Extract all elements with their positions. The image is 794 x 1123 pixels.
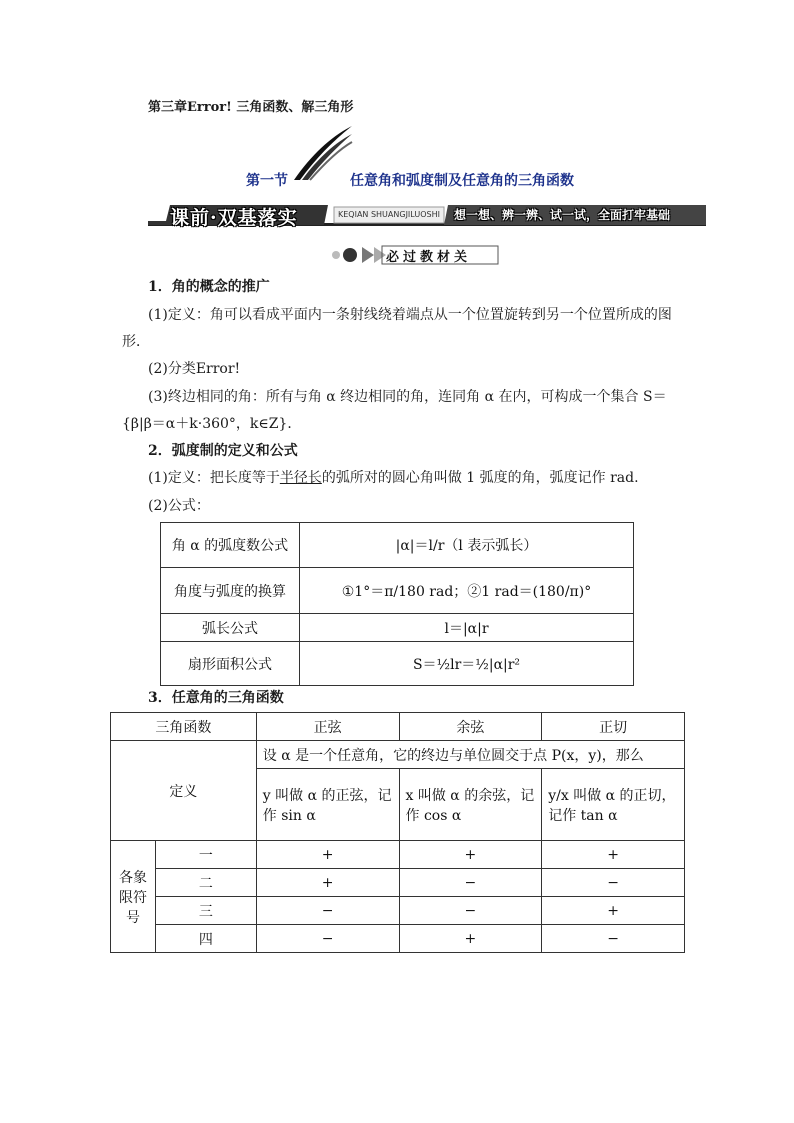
header-cell: 正切: [542, 713, 685, 741]
subhead-title: 必过教材关: [386, 250, 472, 265]
s2-def-underline: 半径长: [279, 470, 322, 486]
sign-cell: −: [399, 897, 542, 925]
sign-cell: +: [256, 869, 399, 897]
sign-cell: +: [399, 841, 542, 869]
definition-sin: y 叫做 α 的正弦，记作 sin α: [256, 769, 399, 841]
chapter-title: 第三章Error! 三角函数、解三角形: [148, 100, 354, 115]
row-formula: S＝½lr＝½|α|r²: [300, 642, 634, 686]
sign-cell: −: [542, 869, 685, 897]
row-name: 弧长公式: [161, 614, 300, 642]
table-row: [111, 741, 685, 769]
table-row: [111, 897, 685, 925]
table-row: [111, 925, 685, 953]
row-name: 角 α 的弧度数公式: [161, 523, 300, 568]
table-row: [161, 523, 634, 568]
definition-cos: x 叫做 α 的余弦，记作 cos α: [399, 769, 542, 841]
swoosh-decoration-icon: [292, 124, 354, 182]
banner-pinyin: KEQIAN SHUANGJILUOSHI: [338, 210, 440, 219]
s1-definition-line2: 形．: [122, 334, 150, 350]
header-cell: 三角函数: [111, 713, 257, 741]
quadrant-cell: 三: [155, 897, 256, 925]
definition-label: 定义: [111, 741, 257, 841]
trig-function-table: [110, 712, 685, 953]
sign-cell: −: [399, 869, 542, 897]
table-row: [161, 642, 634, 686]
definition-tan: y/x 叫做 α 的正切，记作 tan α: [542, 769, 685, 841]
s2-definition: [148, 468, 639, 488]
quadrant-cell: 一: [155, 841, 256, 869]
sign-cell: +: [399, 925, 542, 953]
banner-slogan: 想一想、辨一辨、试一试，全面打牢基础: [454, 208, 671, 222]
s2-formula-heading: (2)公式：: [148, 498, 210, 514]
radian-formula-table: [160, 522, 634, 686]
s1-definition-line1: (1)定义：角可以看成平面内一条射线绕着端点从一个位置旋转到另一个位置所成的图: [148, 307, 672, 323]
quadrant-cell: 四: [155, 925, 256, 953]
header-cell: 正弦: [256, 713, 399, 741]
row-name: 扇形面积公式: [161, 642, 300, 686]
s2-def-prefix: (1)定义：把长度等于: [148, 470, 280, 486]
row-formula: l＝|α|r: [300, 614, 634, 642]
row-formula: |α|＝l/r（l 表示弧长）: [300, 523, 634, 568]
s3-heading: 3．任意角的三角函数: [148, 690, 284, 706]
s2-heading: 2．弧度制的定义和公式: [148, 443, 298, 459]
definition-intro: 设 α 是一个任意角，它的终边与单位圆交于点 P(x，y)，那么: [256, 741, 684, 769]
section-label: 第一节: [246, 173, 288, 189]
table-row: [111, 869, 685, 897]
sign-cell: −: [542, 925, 685, 953]
table-row: [111, 713, 685, 741]
s1-classification: (2)分类Error!: [148, 361, 241, 377]
sign-cell: −: [256, 897, 399, 925]
table-row: [161, 568, 634, 614]
s2-def-suffix: 的弧所对的圆心角叫做 1 弧度的角，弧度记作 rad.: [321, 470, 639, 486]
table-row: [111, 841, 685, 869]
header-cell: 余弦: [399, 713, 542, 741]
sign-cell: +: [256, 841, 399, 869]
sign-cell: −: [256, 925, 399, 953]
s1-coterminal-line2: {β|β＝α＋k·360°，k∈Z}．: [122, 416, 302, 432]
s1-heading: 1．角的概念的推广: [148, 279, 270, 295]
sign-label: 各象限符号: [111, 841, 156, 953]
sign-cell: +: [542, 897, 685, 925]
quadrant-cell: 二: [155, 869, 256, 897]
sign-cell: +: [542, 841, 685, 869]
row-name: 角度与弧度的换算: [161, 568, 300, 614]
table-row: [161, 614, 634, 642]
banner-title: 课前·双基落实: [170, 207, 298, 229]
s1-coterminal-line1: (3)终边相同的角：所有与角 α 终边相同的角，连同角 α 在内，可构成一个集合 S＝: [148, 389, 667, 405]
row-formula: ①1°＝π/180 rad；②1 rad＝(180/π)°: [300, 568, 634, 614]
section-title: 任意角和弧度制及任意角的三角函数: [350, 173, 574, 189]
